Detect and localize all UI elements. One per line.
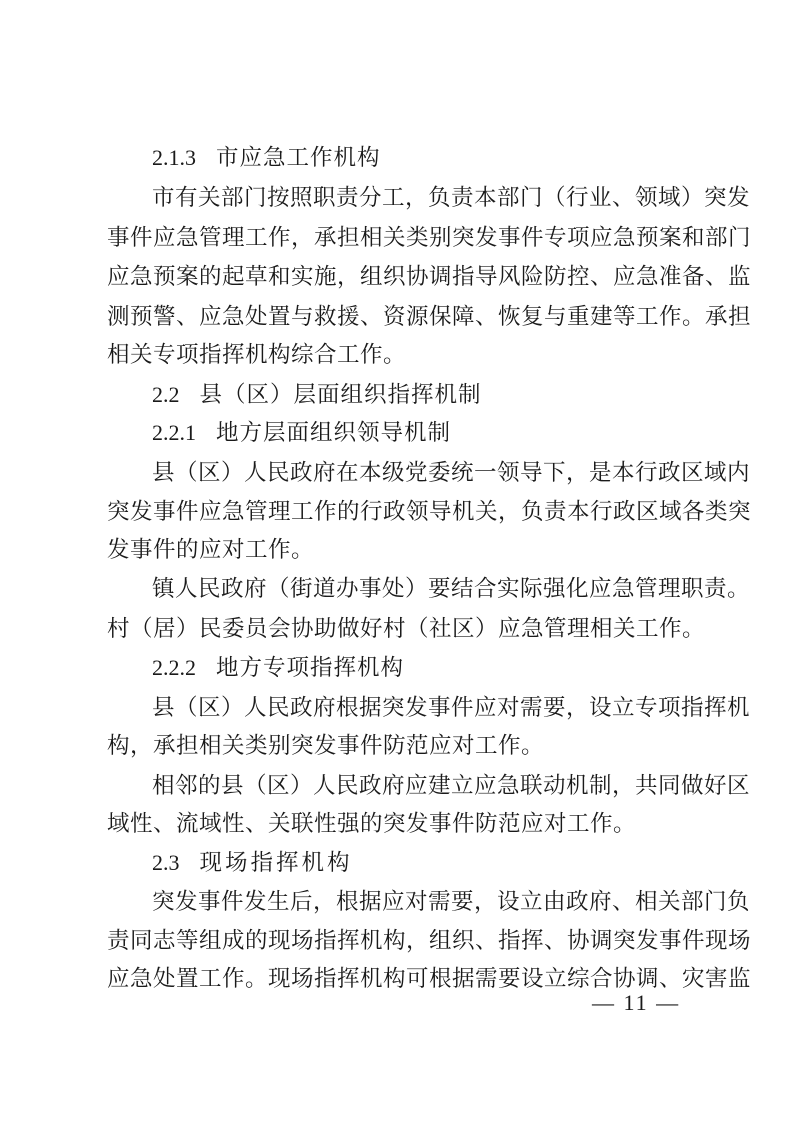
section-number: 2.2	[152, 382, 180, 407]
paragraph-line: 突发事件应急管理工作的行政领导机关，负责本行政区域各类突	[107, 499, 752, 525]
section-number: 2.1.3	[152, 145, 196, 170]
section-number: 2.2.2	[152, 655, 196, 680]
paragraph-line: 应急处置工作。现场指挥机构可根据需要设立综合协调、灾害监	[107, 966, 752, 992]
section-heading-2-2	[152, 375, 482, 415]
paragraph-line: 市有关部门按照职责分工，负责本部门（行业、领域）突发	[152, 185, 751, 211]
paragraph-line: 事件应急管理工作，承担相关类别突发事件专项应急预案和部门	[107, 225, 752, 251]
paragraph-line: 责同志等组成的现场指挥机构，组织、指挥、协调突发事件现场	[107, 928, 752, 954]
paragraph-line: 应急预案的起草和实施，组织协调指导风险防控、应急准备、监	[107, 264, 752, 290]
section-title: 县（区）层面组织指挥机制	[199, 382, 482, 408]
paragraph-line: 县（区）人民政府根据突发事件应对需要，设立专项指挥机	[152, 695, 751, 721]
section-title: 地方专项指挥机构	[216, 655, 405, 681]
paragraph-line: 县（区）人民政府在本级党委统一领导下，是本行政区域内	[152, 460, 751, 486]
section-title: 市应急工作机构	[216, 145, 381, 171]
section-number: 2.2.1	[152, 420, 196, 445]
section-title: 地方层面组织领导机制	[216, 420, 452, 446]
paragraph-line: 突发事件发生后，根据应对需要，设立由政府、相关部门负	[152, 889, 751, 915]
paragraph-line: 域性、流域性、关联性强的突发事件防范应对工作。	[107, 811, 637, 837]
paragraph-line: 构，承担相关类别突发事件防范应对工作。	[107, 733, 545, 759]
section-heading-2-2-1	[152, 413, 451, 453]
section-number: 2.3	[152, 850, 180, 875]
page-number: — 11 —	[592, 990, 681, 1015]
paragraph-line: 测预警、应急处置与救援、资源保障、恢复与重建等工作。承担	[107, 304, 752, 330]
paragraph-line: 村（居）民委员会协助做好村（社区）应急管理相关工作。	[107, 616, 706, 642]
section-heading-2-3	[152, 843, 353, 883]
section-heading-2-1-3	[152, 138, 381, 178]
paragraph-line: 镇人民政府（街道办事处）要结合实际强化应急管理职责。	[152, 576, 751, 602]
section-title: 现场指挥机构	[199, 850, 353, 876]
paragraph-line: 相邻的县（区）人民政府应建立应急联动机制，共同做好区	[152, 773, 751, 799]
paragraph-line: 发事件的应对工作。	[107, 537, 315, 563]
paragraph-line: 相关专项指挥机构综合工作。	[107, 342, 407, 368]
section-heading-2-2-2	[152, 648, 404, 688]
